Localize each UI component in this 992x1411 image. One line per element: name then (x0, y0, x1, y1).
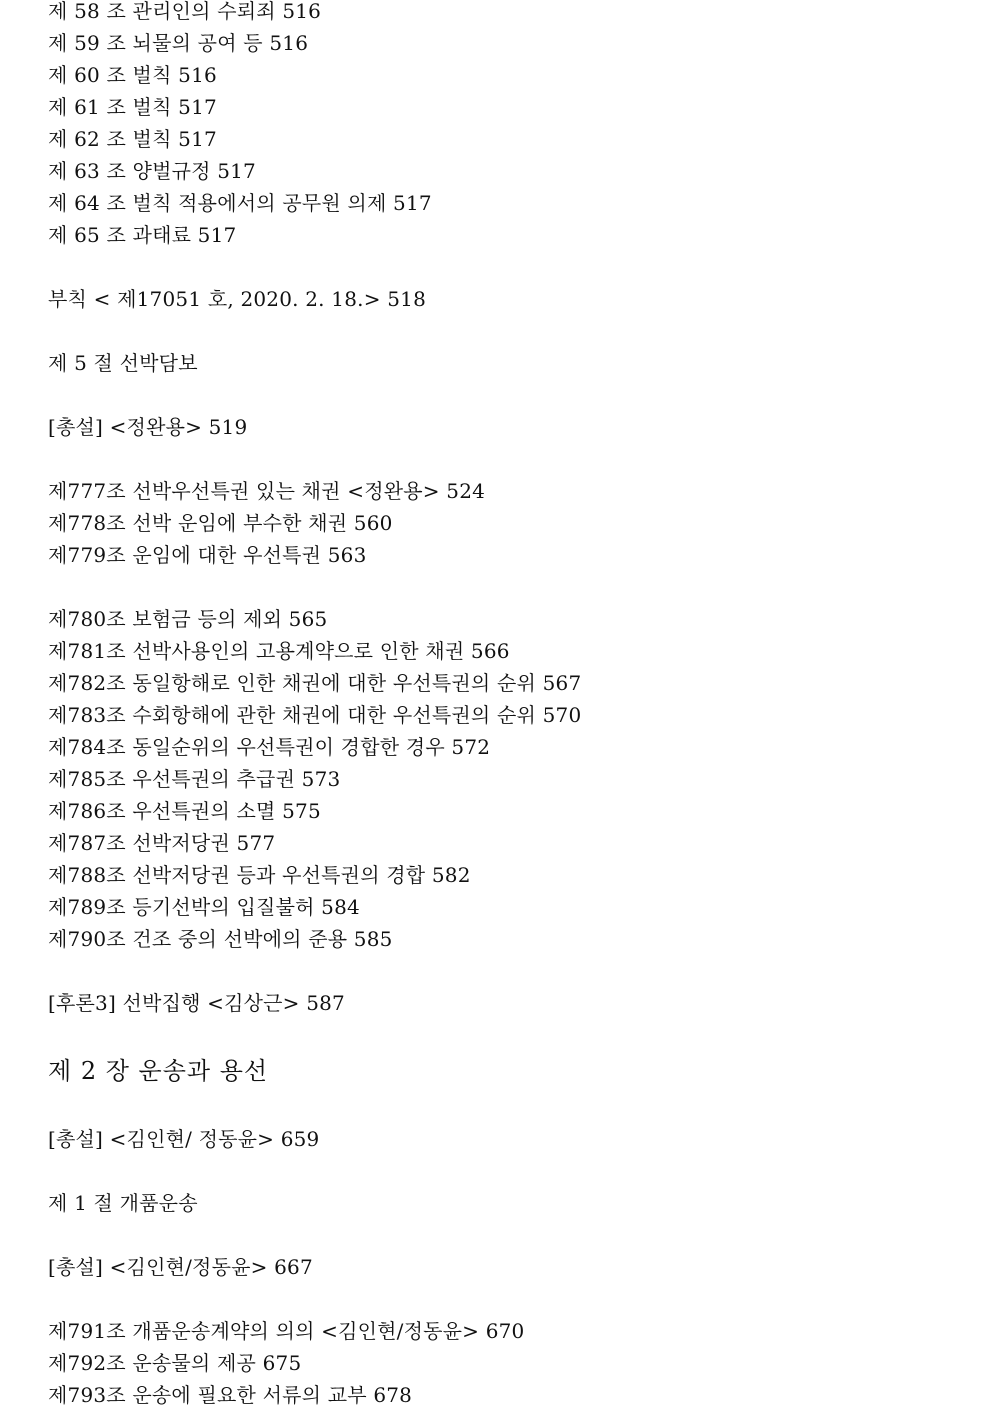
toc-entry: 제787조 선박저당권 577 (48, 831, 276, 855)
toc-entry: 제790조 건조 중의 선박에의 준용 585 (48, 927, 393, 951)
spacer (48, 571, 972, 603)
spacer (48, 1283, 972, 1315)
toc-entry: 제792조 운송물의 제공 675 (48, 1351, 302, 1375)
toc-entry: 제791조 개품운송계약의 의의 <김인현/정동윤> 670 (48, 1319, 525, 1343)
toc-entry: 제 65 조 과태료 517 (48, 223, 237, 247)
epilogue-entry: [후론3] 선박집행 <김상근> 587 (48, 991, 345, 1015)
spacer (48, 1219, 972, 1251)
toc-entry: 제780조 보험금 등의 제외 565 (48, 607, 328, 631)
toc-entry: 제783조 수회항해에 관한 채권에 대한 우선특권의 순위 570 (48, 703, 582, 727)
spacer (48, 251, 972, 283)
spacer (48, 955, 972, 987)
toc-entry: 제785조 우선특권의 추급권 573 (48, 767, 341, 791)
section-heading: 제 5 절 선박담보 (48, 351, 198, 375)
spacer (48, 1019, 972, 1051)
toc-entry: 제789조 등기선박의 입질불허 584 (48, 895, 360, 919)
chapter-heading: 제 2 장 운송과 용선 (48, 1057, 269, 1085)
toc-entry: 제793조 운송에 필요한 서류의 교부 678 (48, 1383, 413, 1407)
spacer (48, 379, 972, 411)
overview-entry: [총설] <김인현/정동윤> 667 (48, 1255, 313, 1279)
toc-entry: 제779조 운임에 대한 우선특권 563 (48, 543, 367, 567)
toc-entry: 제 62 조 벌칙 517 (48, 127, 217, 151)
spacer (48, 1091, 972, 1123)
spacer (48, 315, 972, 347)
overview-entry: [총설] <김인현/ 정동윤> 659 (48, 1127, 320, 1151)
toc-entry: 제 61 조 벌칙 517 (48, 95, 217, 119)
spacer (48, 443, 972, 475)
spacer (48, 1155, 972, 1187)
toc-entry-appendix: 부칙 < 제17051 호, 2020. 2. 18.> 518 (48, 287, 426, 311)
toc-entry: 제786조 우선특권의 소멸 575 (48, 799, 321, 823)
toc-entry: 제 64 조 벌칙 적용에서의 공무원 의제 517 (48, 191, 432, 215)
toc-entry: 제 58 조 관리인의 수뢰죄 516 (48, 0, 322, 23)
table-of-contents (48, 0, 972, 1411)
toc-entry: 제782조 동일항해로 인한 채권에 대한 우선특권의 순위 567 (48, 671, 582, 695)
toc-entry: 제781조 선박사용인의 고용계약으로 인한 채권 566 (48, 639, 510, 663)
toc-entry: 제778조 선박 운임에 부수한 채권 560 (48, 511, 393, 535)
section-heading: 제 1 절 개품운송 (48, 1191, 198, 1215)
toc-entry: 제788조 선박저당권 등과 우선특권의 경합 582 (48, 863, 471, 887)
toc-entry: 제 63 조 양벌규정 517 (48, 159, 256, 183)
toc-entry: 제777조 선박우선특권 있는 채권 <정완용> 524 (48, 479, 486, 503)
toc-entry: 제 60 조 벌칙 516 (48, 63, 217, 87)
toc-entry: 제784조 동일순위의 우선특권이 경합한 경우 572 (48, 735, 491, 759)
toc-entry: 제 59 조 뇌물의 공여 등 516 (48, 31, 309, 55)
overview-entry: [총설] <정완용> 519 (48, 415, 248, 439)
